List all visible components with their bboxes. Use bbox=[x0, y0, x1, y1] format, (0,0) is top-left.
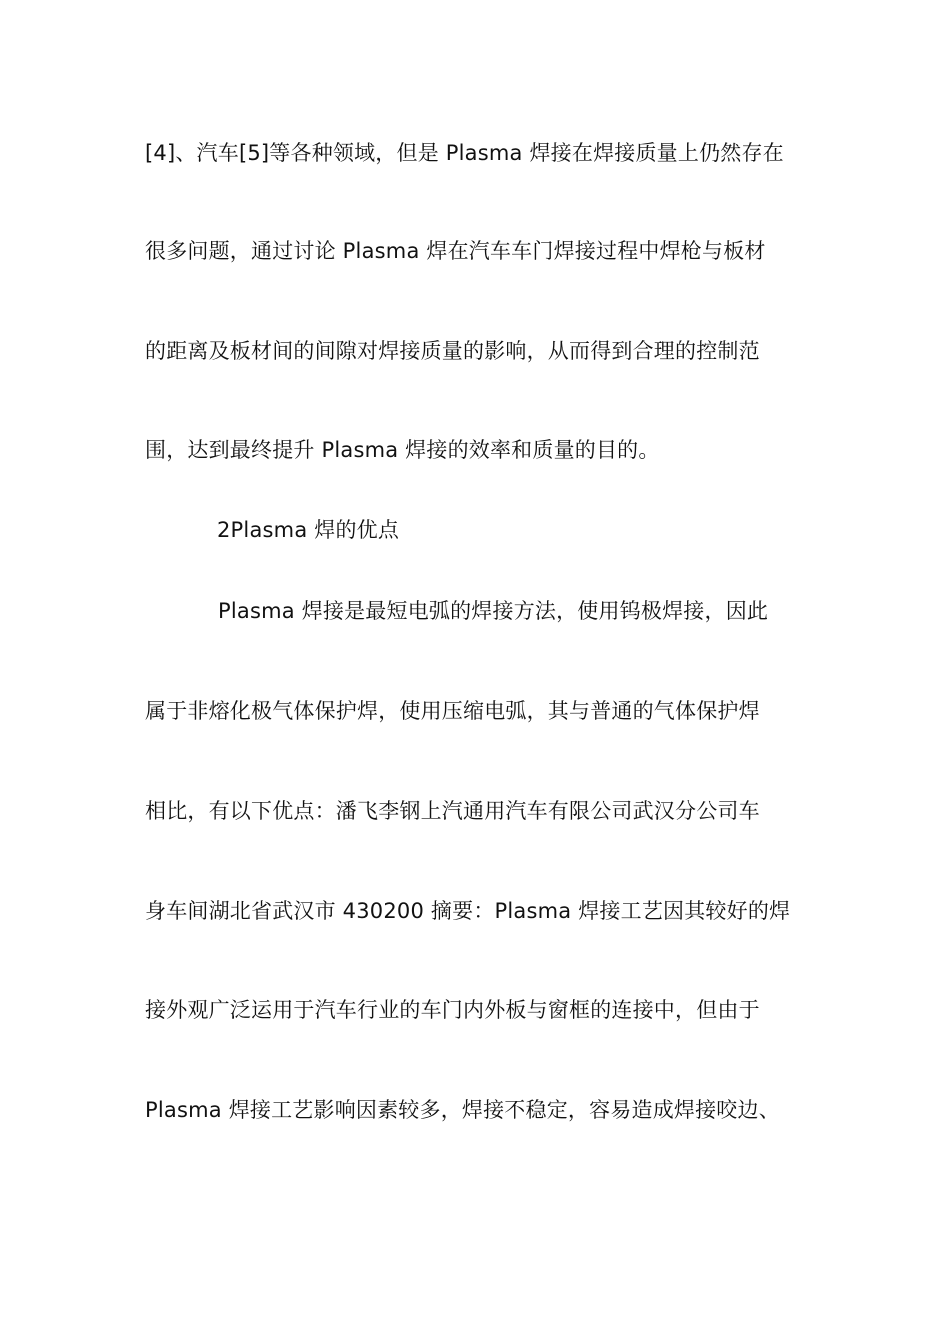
paragraph-line-4: 围，达到最终提升 Plasma 焊接的效率和质量的目的。 bbox=[145, 438, 660, 462]
paragraph-line-6: 属于非熔化极气体保护焊，使用压缩电弧，其与普通的气体保护焊 bbox=[145, 699, 760, 723]
paragraph-line-8: 身车间湖北省武汉市 430200 摘要：Plasma 焊接工艺因其较好的焊 bbox=[145, 899, 791, 923]
paragraph-line-10: Plasma 焊接工艺影响因素较多，焊接不稳定，容易造成焊接咬边、 bbox=[145, 1098, 780, 1122]
section-heading: 2Plasma 焊的优点 bbox=[217, 518, 400, 542]
paragraph-line-3: 的距离及板材间的间隙对焊接质量的影响，从而得到合理的控制范 bbox=[145, 339, 760, 363]
paragraph-line-7: 相比，有以下优点：潘飞李钢上汽通用汽车有限公司武汉分公司车 bbox=[145, 799, 760, 823]
paragraph-line-2: 很多问题，通过讨论 Plasma 焊在汽车车门焊接过程中焊枪与板材 bbox=[145, 239, 766, 263]
paragraph-line-9: 接外观广泛运用于汽车行业的车门内外板与窗框的连接中，但由于 bbox=[145, 998, 760, 1022]
paragraph-line-5: Plasma 焊接是最短电弧的焊接方法，使用钨极焊接，因此 bbox=[218, 599, 769, 623]
paragraph-line-1: [4]、汽车[5]等各种领域，但是 Plasma 焊接在焊接质量上仍然存在 bbox=[145, 141, 784, 165]
